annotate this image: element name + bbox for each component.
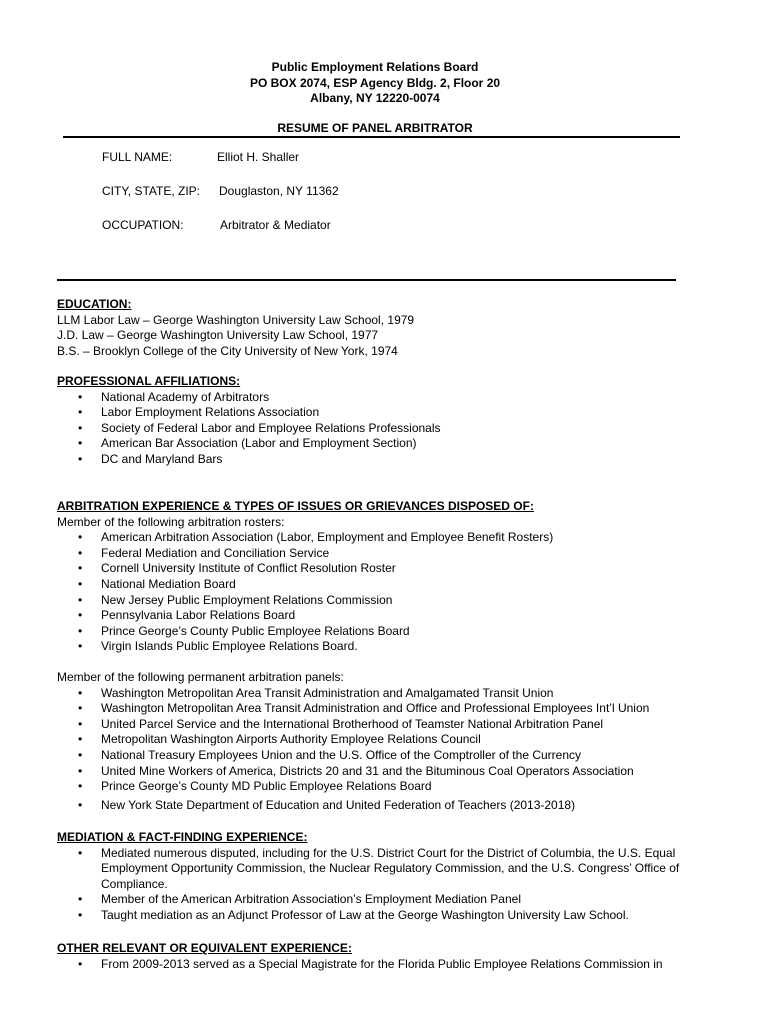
list-item-text: Pennsylvania Labor Relations Board — [101, 608, 296, 623]
list-item — [57, 957, 697, 973]
bullet-icon: • — [78, 420, 83, 435]
list-item-text: National Academy of Arbitrators — [101, 389, 270, 404]
education-section — [57, 297, 697, 359]
bullet-icon: • — [78, 592, 83, 607]
rosters-intro: Member of the following arbitration rosters: — [57, 514, 285, 529]
list-item — [57, 764, 697, 780]
list-item — [57, 530, 697, 546]
city-field — [102, 184, 339, 200]
affiliations-heading: PROFESSIONAL AFFILIATIONS: — [57, 374, 241, 388]
list-item-text: Prince George’s County MD Public Employee Relations Board — [101, 779, 432, 794]
bullet-icon: • — [78, 436, 83, 451]
list-item-text: Prince George’s County Public Employee Relations Board — [101, 623, 410, 638]
org-address-line1: PO BOX 2074, ESP Agency Bldg. 2, Floor 20 — [249, 75, 501, 90]
list-item-text: American Bar Association (Labor and Employment Section) — [101, 436, 417, 451]
list-item — [57, 798, 697, 814]
education-line: B.S. – Brooklyn College of the City University of New York, 1974 — [57, 343, 398, 358]
mediation-section — [57, 830, 697, 924]
other-experience-list — [57, 957, 697, 973]
list-item — [57, 892, 697, 908]
list-item-text: Mediated numerous disputed, including for the U.S. District Court for the District of Columbia, the U.S. Equal Employment Opportunity Commission, the Nuclear Regulatory Commission, and the U.S. Congress’ Office of Compliance. — [101, 845, 680, 891]
list-item — [57, 779, 697, 795]
bullet-icon: • — [78, 797, 83, 812]
list-item-text: Taught mediation as an Adjunct Professor of Law at the George Washington University Law School. — [101, 907, 629, 922]
bullet-icon: • — [78, 608, 83, 623]
education-line: J.D. Law – George Washington University Law School, 1977 — [57, 328, 379, 343]
occupation-label: OCCUPATION: — [102, 218, 184, 232]
full-name-field — [102, 150, 300, 166]
bullet-icon: • — [78, 845, 83, 860]
panels-section — [57, 670, 697, 813]
list-item — [57, 593, 697, 609]
bullet-icon: • — [78, 623, 83, 638]
mediation-heading: MEDIATION & FACT-FINDING EXPERIENCE: — [57, 830, 308, 844]
list-item — [57, 608, 697, 624]
list-item-text: Metropolitan Washington Airports Authority Employee Relations Council — [101, 732, 481, 747]
list-item — [57, 452, 697, 468]
bullet-icon: • — [78, 701, 83, 716]
list-item — [57, 639, 697, 655]
list-item-text: Labor Employment Relations Association — [101, 405, 320, 420]
arbitration-heading: ARBITRATION EXPERIENCE & TYPES OF ISSUES OR GRIEVANCES DISPOSED OF: — [57, 499, 534, 513]
list-item — [57, 546, 697, 562]
bullet-icon: • — [78, 389, 83, 404]
list-item — [57, 732, 697, 748]
panels-list — [57, 686, 697, 814]
list-item-text: American Arbitration Association (Labor, Employment and Employee Benefit Rosters) — [101, 530, 554, 545]
bullet-icon: • — [78, 576, 83, 591]
bullet-icon: • — [78, 545, 83, 560]
list-item-text: New Jersey Public Employment Relations Commission — [101, 592, 393, 607]
other-experience-section — [57, 941, 697, 972]
city-value: Douglaston, NY 11362 — [219, 184, 339, 198]
bullet-icon: • — [78, 732, 83, 747]
bullet-icon: • — [78, 956, 83, 971]
bullet-icon: • — [78, 716, 83, 731]
bullet-icon: • — [78, 747, 83, 762]
list-item — [57, 701, 697, 717]
list-item — [57, 846, 697, 893]
list-item-text: Washington Metropolitan Area Transit Administration and Office and Professional Employees Int’l Union — [101, 701, 650, 716]
arbitration-section — [57, 499, 697, 655]
full-name-value: Elliot H. Shaller — [217, 150, 300, 164]
list-item-text: Cornell University Institute of Conflict Resolution Roster — [101, 561, 396, 576]
list-item-text: United Parcel Service and the International Brotherhood of Teamster National Arbitration Panel — [101, 716, 604, 731]
list-item-text: United Mine Workers of America, Districts 20 and 31 and the Bituminous Coal Operators Association — [101, 763, 634, 778]
rosters-list — [57, 530, 697, 655]
bullet-icon: • — [78, 907, 83, 922]
list-item-text: Society of Federal Labor and Employee Relations Professionals — [101, 420, 441, 435]
list-item — [57, 390, 697, 406]
org-address-line2: Albany, NY 12220-0074 — [310, 91, 440, 105]
list-item — [57, 748, 697, 764]
list-item — [57, 405, 697, 421]
list-item — [57, 717, 697, 733]
list-item-text: Federal Mediation and Conciliation Service — [101, 545, 330, 560]
list-item-text: National Treasury Employees Union and the U.S. Office of the Comptroller of the Currency — [101, 747, 582, 762]
list-item-text: Washington Metropolitan Area Transit Administration and Amalgamated Transit Union — [101, 685, 554, 700]
panels-intro: Member of the following permanent arbitration panels: — [57, 670, 344, 684]
city-label: CITY, STATE, ZIP: — [102, 184, 201, 198]
document-header — [0, 60, 750, 107]
occupation-field — [102, 218, 331, 234]
bullet-icon: • — [78, 451, 83, 466]
section-divider — [57, 279, 676, 281]
list-item-text: From 2009-2013 served as a Special Magistrate for the Florida Public Employee Relations Commission in — [101, 956, 663, 971]
bullet-icon: • — [78, 561, 83, 576]
org-name: Public Employment Relations Board — [271, 60, 479, 74]
education-line: LLM Labor Law – George Washington University Law School, 1979 — [57, 312, 415, 327]
list-item-text: Virgin Islands Public Employee Relations Board. — [101, 639, 358, 654]
list-item — [57, 561, 697, 577]
other-experience-heading: OTHER RELEVANT OR EQUIVALENT EXPERIENCE: — [57, 941, 352, 955]
title-divider — [63, 136, 680, 138]
list-item-text: Member of the American Arbitration Association’s Employment Mediation Panel — [101, 892, 521, 907]
list-item — [57, 686, 697, 702]
list-item-text: National Mediation Board — [101, 576, 236, 591]
list-item — [57, 421, 697, 437]
bullet-icon: • — [78, 530, 83, 545]
bullet-icon: • — [78, 685, 83, 700]
affiliations-section — [57, 374, 697, 468]
affiliations-list — [57, 390, 697, 468]
bullet-icon: • — [78, 763, 83, 778]
mediation-list — [57, 846, 697, 924]
bullet-icon: • — [78, 779, 83, 794]
list-item — [57, 624, 697, 640]
bullet-icon: • — [78, 405, 83, 420]
list-item — [57, 577, 697, 593]
list-item — [57, 436, 697, 452]
resume-title: RESUME OF PANEL ARBITRATOR — [277, 121, 473, 135]
list-item-text: DC and Maryland Bars — [101, 451, 223, 466]
bullet-icon: • — [78, 639, 83, 654]
full-name-label: FULL NAME: — [102, 150, 173, 164]
list-item-text: New York State Department of Education and United Federation of Teachers (2013-2018) — [101, 797, 576, 812]
bullet-icon: • — [78, 892, 83, 907]
list-item — [57, 908, 697, 924]
occupation-value: Arbitrator & Mediator — [220, 218, 331, 232]
education-heading: EDUCATION: — [57, 297, 132, 311]
